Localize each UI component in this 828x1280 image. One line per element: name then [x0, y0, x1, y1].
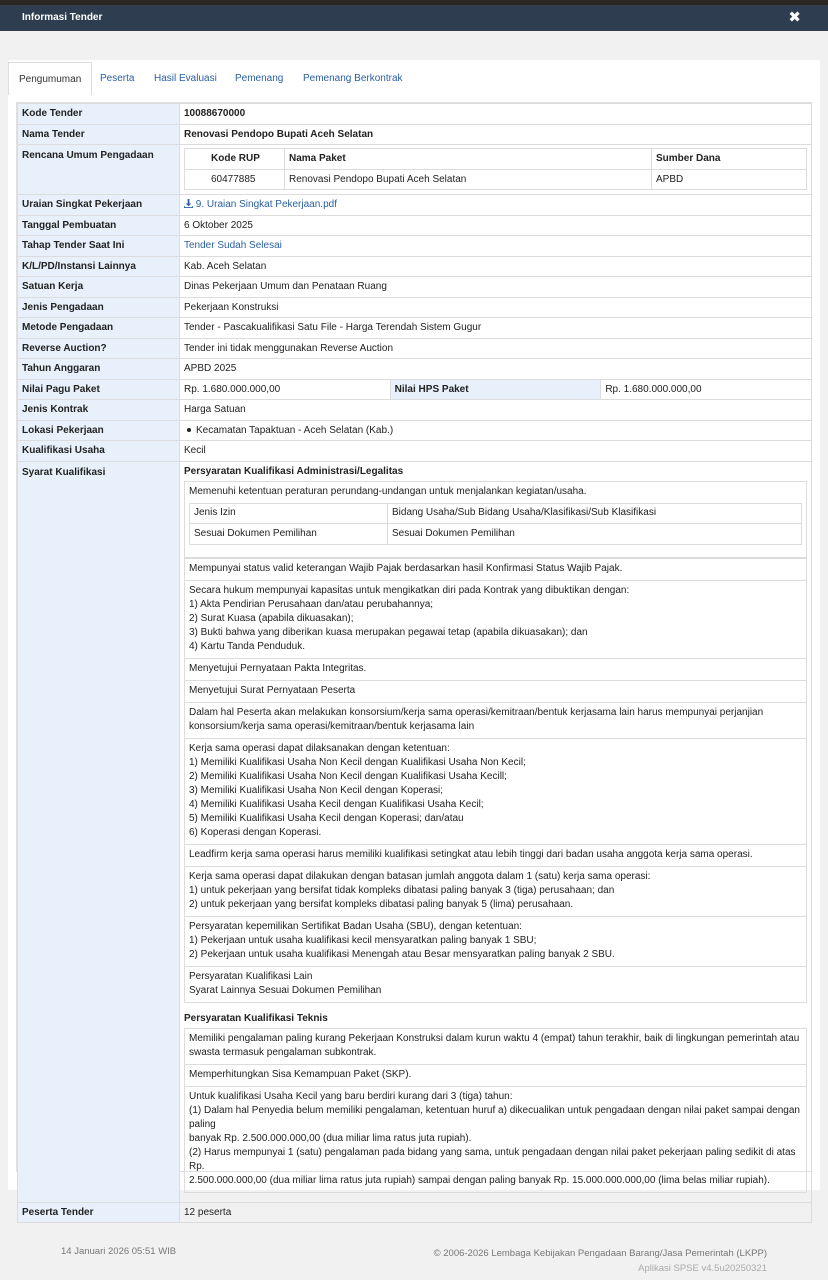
value-jenis-pengadaan: Pekerjaan Konstruksi: [180, 297, 812, 318]
syarat-admin-line: 1) Memiliki Kualifikasi Usaha Non Kecil dengan Kualifikasi Usaha Non Kecil;: [189, 756, 526, 768]
uraian-download-link[interactable]: [184, 199, 337, 210]
syarat-admin-line: 5) Memiliki Kualifikasi Usaha Kecil dengan Koperasi; dan/atau: [189, 812, 464, 824]
label-jenis-pengadaan: Jenis Pengadaan: [18, 297, 180, 318]
syarat-admin-line: Persyaratan Kualifikasi Lain: [189, 970, 313, 982]
list-item: [184, 845, 807, 867]
izin-bidang: Sesuai Dokumen Pemilihan: [388, 524, 802, 545]
tab-bar: [8, 62, 820, 95]
syarat-teknis-line: 2.500.000.000,00 (dua miliar lima ratus juta rupiah) sampai dengan paling banyak Rp. 15.000.000.000,00 (lima belas miliar rupiah).: [189, 1174, 770, 1186]
syarat-admin-line: Leadfirm kerja sama operasi harus memiliki kualifikasi setingkat atau lebih tinggi dari badan usaha anggota kerja sama operasi.: [189, 848, 753, 860]
label-lokasi: Lokasi Pekerjaan: [18, 420, 180, 441]
izin-header-bidang: Bidang Usaha/Sub Bidang Usaha/Klasifikasi/Sub Klasifikasi: [388, 503, 802, 524]
value-tahun: APBD 2025: [180, 359, 812, 380]
syarat-admin-intro-box: [184, 481, 807, 558]
label-jenis-kontrak: Jenis Kontrak: [18, 400, 180, 421]
label-peserta: Peserta Tender: [18, 1202, 180, 1223]
rup-header-nama: Nama Paket: [285, 149, 652, 170]
tender-info-table: [17, 103, 812, 1223]
label-pagu: Nilai Pagu Paket: [18, 379, 180, 400]
syarat-admin-line: 1) Pekerjaan untuk usaha kualifikasi kecil mensyaratkan paling banyak 1 SBU;: [189, 934, 537, 946]
rup-kode: 60477885: [185, 169, 285, 190]
modal-body: [8, 60, 820, 1218]
syarat-admin-line: Menyetujui Pernyataan Pakta Integritas.: [189, 662, 367, 674]
syarat-admin-line: 1) untuk pekerjaan yang bersifat tidak kompleks dibatasi paling banyak 3 (tiga) perusahaan; dan: [189, 884, 615, 896]
tahap-link[interactable]: Tender Sudah Selesai: [184, 240, 282, 252]
footer-timestamp: 14 Januari 2026 05:51 WIB: [61, 1246, 177, 1257]
label-klpd: K/L/PD/Instansi Lainnya: [18, 256, 180, 277]
izin-header-jenis: Jenis Izin: [190, 503, 388, 524]
syarat-admin-line: Menyetujui Surat Pernyataan Peserta: [189, 684, 356, 696]
list-item: [184, 681, 807, 703]
syarat-admin-line: Secara hukum mempunyai kapasitas untuk mengikatkan diri pada Kontrak yang dibuktikan dengan:: [189, 584, 630, 596]
label-tahun: Tahun Anggaran: [18, 359, 180, 380]
list-item: [184, 703, 807, 739]
rup-sumber: APBD: [652, 169, 807, 190]
bullet-icon: [187, 428, 191, 432]
label-nama-tender: Nama Tender: [18, 124, 180, 145]
uraian-link-label: 9. Uraian Singkat Pekerjaan.pdf: [195, 199, 337, 211]
footer-copyright: © 2006-2026 Lembaga Kebijakan Pengadaan Barang/Jasa Pemerintah (LKPP): [433, 1248, 767, 1259]
label-syarat: Syarat Kualifikasi: [18, 461, 180, 1202]
value-tanggal: 6 Oktober 2025: [180, 215, 812, 236]
syarat-admin-line: 3) Memiliki Kualifikasi Usaha Non Kecil dengan Koperasi;: [189, 784, 444, 796]
syarat-admin-line: 4) Kartu Tanda Penduduk.: [189, 640, 306, 652]
label-metode: Metode Pengadaan: [18, 318, 180, 339]
list-item: [184, 1028, 807, 1065]
syarat-admin-line: 6) Koperasi dengan Koperasi.: [189, 826, 322, 838]
syarat-teknis-list: [184, 1028, 807, 1193]
list-item: [184, 659, 807, 681]
rup-header-kode: Kode RUP: [185, 149, 285, 170]
value-metode: Tender - Pascakualifikasi Satu File - Harga Terendah Sistem Gugur: [180, 318, 812, 339]
syarat-admin-line: 2) Pekerjaan untuk usaha kualifikasi Menengah atau Besar mensyaratkan paling banyak 2 SBU.: [189, 948, 615, 960]
label-kode-tender: Kode Tender: [18, 104, 180, 125]
syarat-teknis-line: Memiliki pengalaman paling kurang Pekerjaan Konstruksi dalam kurun waktu 4 (empat) tahun terakhir, baik di lingkungan pemerintah atau: [189, 1032, 800, 1044]
value-syarat: [180, 461, 812, 1202]
rup-table: [184, 148, 807, 190]
value-klpd: Kab. Aceh Selatan: [180, 256, 812, 277]
syarat-admin-list: [184, 558, 807, 1003]
label-rup: Rencana Umum Pengadaan: [18, 145, 180, 195]
syarat-admin-line: Kerja sama operasi dapat dilaksanakan dengan ketentuan:: [189, 742, 450, 754]
value-satker: Dinas Pekerjaan Umum dan Penataan Ruang: [180, 277, 812, 298]
syarat-teknis-line: (1) Dalam hal Penyedia belum memiliki pengalaman, ketentuan huruf a) dikecualikan untuk pengadaan dengan nilai paket sampai dengan paling: [189, 1104, 800, 1130]
label-uraian: Uraian Singkat Pekerjaan: [18, 195, 180, 216]
lokasi-text: Kecamatan Tapaktuan - Aceh Selatan (Kab.): [196, 424, 394, 436]
value-uraian: [180, 195, 812, 216]
syarat-admin-line: 3) Bukti bahwa yang diberikan kuasa merupakan pegawai tetap (apabila dikuasakan); dan: [189, 626, 588, 638]
label-tanggal: Tanggal Pembuatan: [18, 215, 180, 236]
label-hps: Nilai HPS Paket: [390, 379, 601, 400]
label-satker: Satuan Kerja: [18, 277, 180, 298]
value-reverse: Tender ini tidak menggunakan Reverse Auction: [180, 338, 812, 359]
list-item: [184, 581, 807, 659]
list-item: [184, 867, 807, 917]
value-pagu: Rp. 1.680.000.000,00: [180, 379, 391, 400]
syarat-admin-intro: Memenuhi ketentuan peraturan perundang-undangan untuk menjalankan kegiatan/usaha.: [189, 485, 587, 497]
tender-info-panel: [16, 102, 812, 1218]
izin-jenis: Sesuai Dokumen Pemilihan: [190, 524, 388, 545]
syarat-teknis-line: banyak Rp. 2.500.000.000,00 (dua miliar lima ratus juta rupiah).: [189, 1132, 472, 1144]
value-rup: [180, 145, 812, 195]
izin-table: [189, 503, 802, 545]
syarat-admin-title: Persyaratan Kualifikasi Administrasi/Legalitas: [184, 465, 404, 477]
syarat-admin-line: konsorsium/kerja sama operasi/kemitraan/bentuk kerjasama lain: [189, 720, 475, 732]
value-lokasi: [180, 420, 812, 441]
syarat-admin-line: 4) Memiliki Kualifikasi Usaha Kecil dengan Kualifikasi Usaha Kecil;: [189, 798, 484, 810]
row-uraian: [18, 195, 812, 216]
label-tahap: Tahap Tender Saat Ini: [18, 236, 180, 257]
syarat-teknis-line: (2) Harus mempunyai 1 (satu) pengalaman pada bidang yang sama, untuk pengadaan dengan nilai paket pekerjaan paling sedikit di atas Rp.: [189, 1146, 796, 1172]
syarat-teknis-line: Untuk kualifikasi Usaha Kecil yang baru berdiri kurang dari 3 (tiga) tahun:: [189, 1090, 513, 1102]
list-item: [184, 967, 807, 1003]
syarat-admin-line: Dalam hal Peserta akan melakukan konsorsium/kerja sama operasi/kemitraan/bentuk kerjasama lain harus mempunyai perjanjian: [189, 706, 764, 718]
value-tahap: [180, 236, 812, 257]
syarat-admin-line: 1) Akta Pendirian Perusahaan dan/atau perubahannya;: [189, 598, 434, 610]
footer-version: Aplikasi SPSE v4.5u20250321: [638, 1263, 767, 1274]
rup-header-sumber: Sumber Dana: [652, 149, 807, 170]
row-syarat: [18, 461, 812, 1202]
value-hps: Rp. 1.680.000.000,00: [601, 379, 812, 400]
value-jenis-kontrak: Harga Satuan: [180, 400, 812, 421]
syarat-teknis-line: Memperhitungkan Sisa Kemampuan Paket (SKP).: [189, 1068, 412, 1080]
syarat-admin-line: Syarat Lainnya Sesuai Dokumen Pemilihan: [189, 984, 382, 996]
row-nama-tender: [18, 124, 812, 145]
row-rup: [18, 145, 812, 195]
tab-pemenang-berkontrak[interactable]: Pemenang Berkontrak: [303, 73, 403, 84]
label-reverse: Reverse Auction?: [18, 338, 180, 359]
tab-peserta[interactable]: Peserta: [100, 73, 135, 84]
label-kualifikasi-usaha: Kualifikasi Usaha: [18, 441, 180, 462]
row-kode-tender: [18, 104, 812, 125]
tab-pemenang[interactable]: Pemenang: [235, 73, 284, 84]
tab-hasil-evaluasi[interactable]: Hasil Evaluasi: [154, 73, 217, 84]
syarat-teknis-title: Persyaratan Kualifikasi Teknis: [184, 1012, 328, 1024]
value-kualifikasi-usaha: Kecil: [180, 441, 812, 462]
value-kode-tender: 10088670000: [180, 104, 812, 125]
table-row: [190, 524, 802, 545]
tab-pengumuman[interactable]: Pengumuman: [8, 62, 92, 95]
list-item: [184, 1087, 807, 1193]
download-icon: [184, 199, 193, 208]
syarat-admin-line: 2) untuk pekerjaan yang bersifat kompleks dibatasi paling banyak 5 (lima) perusahaan.: [189, 898, 574, 910]
syarat-admin-line: Kerja sama operasi dapat dilakukan dengan batasan jumlah anggota dalam 1 (satu) kerja sama operasi:: [189, 870, 651, 882]
value-nama-tender: Renovasi Pendopo Bupati Aceh Selatan: [180, 124, 812, 145]
rup-nama: Renovasi Pendopo Bupati Aceh Selatan: [285, 169, 652, 190]
table-row: [185, 169, 807, 190]
list-item: [184, 917, 807, 967]
syarat-admin-line: Persyaratan kepemilikan Sertifikat Badan Usaha (SBU), dengan ketentuan:: [189, 920, 522, 932]
syarat-admin-line: Mempunyai status valid keterangan Wajib Pajak berdasarkan hasil Konfirmasi Status Wajib Pajak.: [189, 562, 623, 574]
close-icon[interactable]: ✖: [788, 9, 801, 26]
modal-header: [0, 5, 828, 31]
syarat-admin-line: 2) Surat Kuasa (apabila dikuasakan);: [189, 612, 354, 624]
list-item: [184, 1065, 807, 1087]
value-peserta: 12 peserta: [180, 1202, 812, 1223]
syarat-teknis-line: swasta termasuk pengalaman subkontrak.: [189, 1046, 377, 1058]
syarat-admin-line: 2) Memiliki Kualifikasi Usaha Non Kecil dengan Kualifikasi Usaha Kecill;: [189, 770, 507, 782]
modal-title: Informasi Tender: [22, 12, 103, 23]
list-item: [184, 739, 807, 845]
list-item: [184, 558, 807, 581]
